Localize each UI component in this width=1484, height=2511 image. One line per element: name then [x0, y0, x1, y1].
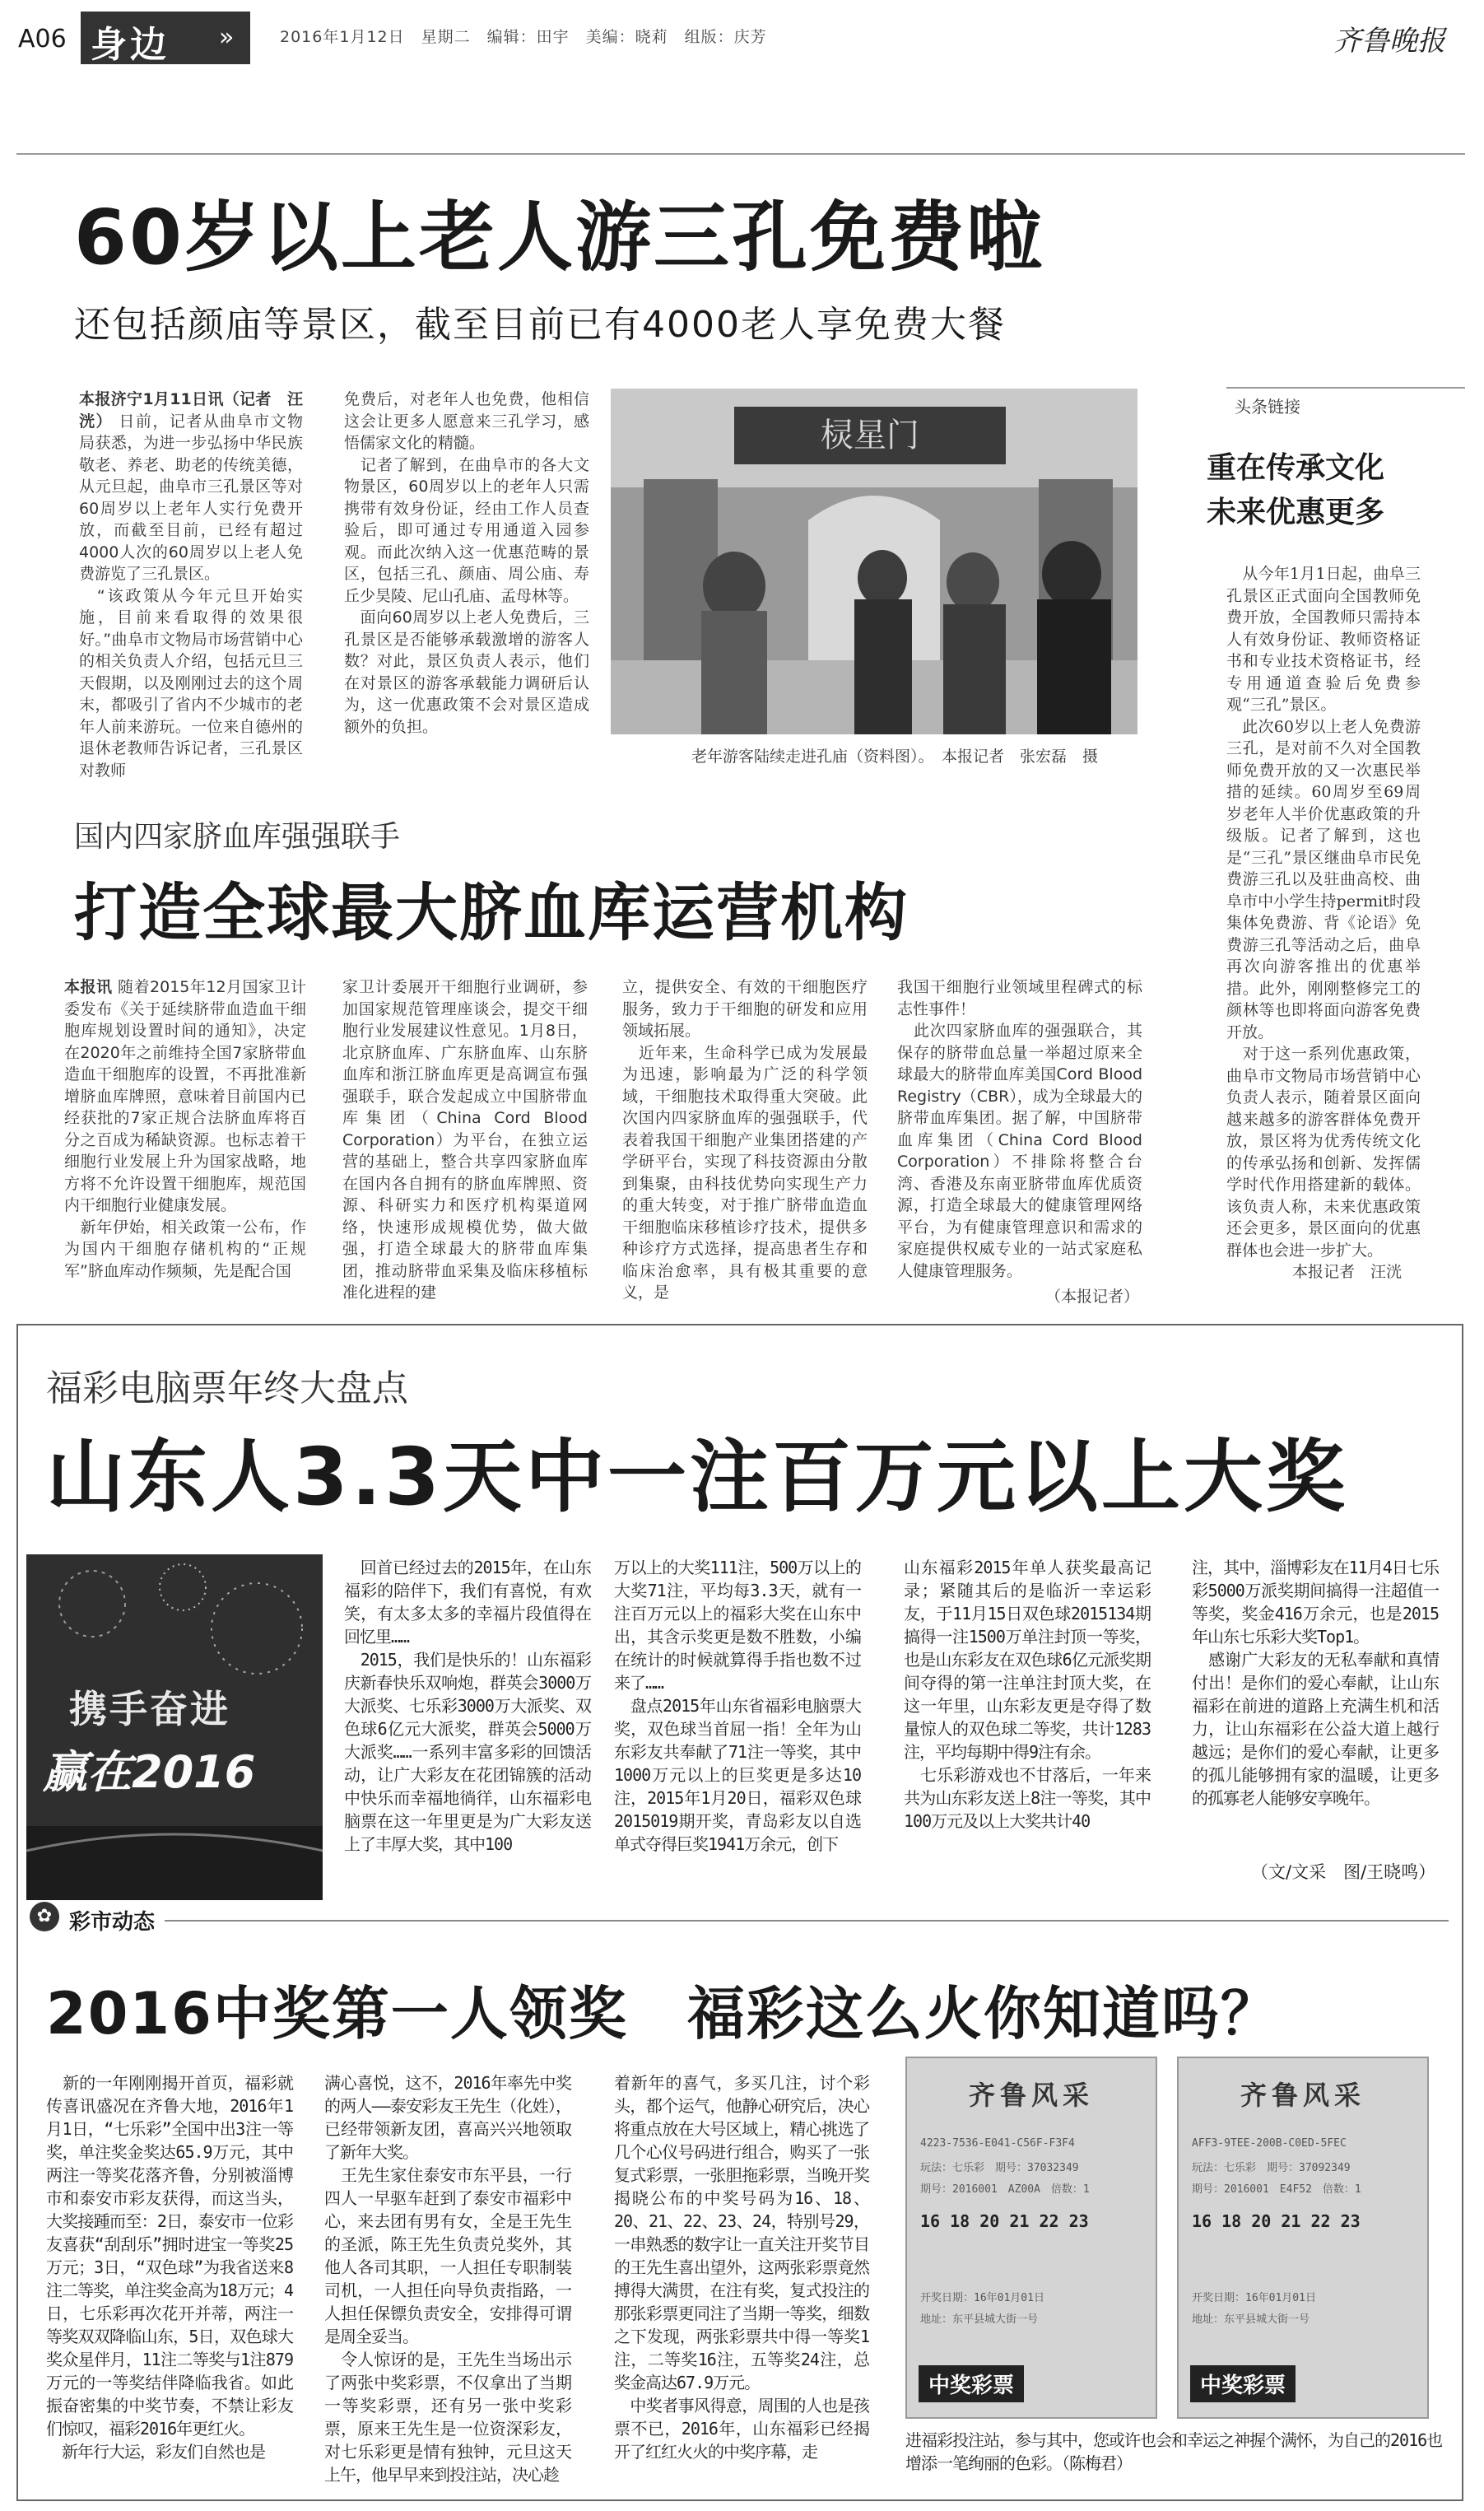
ticket-label: 中奖彩票 [919, 2365, 1024, 2402]
story2-paragraph: 我国干细胞行业领域里程碑式的标志性事件！ [897, 978, 1142, 1018]
section-banner [81, 12, 250, 64]
ticket-line: 玩法：七乐彩 期号：37092349 [1192, 2162, 1351, 2174]
story3-column-3 [614, 2071, 869, 2491]
story3-paragraph: 王先生家住泰安市东平县，一行四人一早驱车赶到了泰安市福彩中心，来去团有男有女，全是王先生的圣派，陈王先生负责兑奖外，其他人各司其职，一人担任专职制装司机，一人担任向导负责指路，一人担任保镖负责安全，安排得可谓是周全妥当。 [324, 2165, 572, 2346]
sidebar-tag: 头条链接 [1235, 397, 1300, 417]
story2-headline: 打造全球最大脐血库运营机构 [74, 876, 909, 949]
lottery-column-4 [1192, 1556, 1439, 1852]
sidebar-paragraph: 此次60岁以上老人免费游三孔，是对前不久对全国教师免费开放的又一次惠民举措的延续。60周岁至69周岁老年人半价优惠政策的升级版。记者了解到，这也是“三孔”景区继曲阜市民免费游三孔以及驻曲高校、曲阜市中小学生持permit时段集体免费游、背《论语》免费游三孔等活动之后，曲阜再次向游客推出的优惠举措。此外，刚刚整修完工的颜林等也即将面向游客免费开放。 [1226, 717, 1421, 1041]
lottery-logo-icon: ✿ [30, 1902, 59, 1931]
story1-paragraph: 日前，记者从曲阜市文物局获悉，为进一步弘扬中华民族敬老、养老、助老的传统美德，从元旦起，曲阜市三孔景区等对60周岁以上老年人实行免费开放，而截至目前，已经有超过4000人次的60周岁以上老人免费游览了三孔景区。 [79, 412, 303, 583]
story1-paragraph: 记者了解到，在曲阜市的各大文物景区，60周岁以上的老年人只需携带有效身份证，经由工作人员查验后，即可通过专用通道入园参观。而此次纳入这一优惠范畴的景区，包括三孔、颜庙、周公庙、寿丘少昊陵、尼山孔庙、孟母林等。 [344, 455, 589, 605]
ticket-line: 地址：东平县城大街一号 [920, 2313, 1039, 2326]
story3-headline: 2016中奖第一人领奖 福彩这么火你知道吗？ [46, 1980, 1280, 2047]
lottery-paragraph: 盘点2015年山东省福彩电脑票大奖，双色球当首屈一指！全年为山东彩友共奉献了71注一等奖，其中1000万元以上的巨奖更是多达10注，2015年1月20日，福彩双色球2015019期开奖，青岛彩友以自选单式夺得巨奖1941万余元，创下 [614, 1696, 862, 1854]
lottery-promo-image [26, 1554, 323, 1900]
story2-paragraph: 此次四家脐血库的强强联合，其保存的脐带血总量一举超过原来全球最大的脐带血库美国Cord Blood Registry（CBR），成为全球最大的脐带血库集团。据了解，中国脐带血库集团（China Cord Blood Corporation）不排除将整合台湾、香港及东南亚脐带血库优质资源，打造全球最大的健康管理网络平台，为有健康管理意识和需求的家庭提供权威专业的一站式家庭私人健康管理服务。 [897, 1022, 1142, 1280]
sidebar-headline-line1: 重在传承文化 [1207, 451, 1385, 485]
story2-paragraph: 新年伊始，相关政策一公布，作为国内干细胞存储机构的“正规军”脐血库动作频频，先是配合国 [64, 1218, 306, 1280]
ticket-label: 中奖彩票 [1190, 2365, 1296, 2402]
lottery-kicker: 福彩电脑票年终大盘点 [46, 1367, 408, 1409]
story1-photo [611, 389, 1137, 734]
page-number: A06 [18, 25, 67, 54]
story1-paragraph: 免费后，对老年人也免费，他相信这会让更多人愿意来三孔学习，感悟儒家文化的精髓。 [344, 390, 589, 452]
sub-section-name: 彩市动态 [69, 1910, 156, 1935]
ticket-numbers: 16 18 20 21 22 23 [920, 2211, 1089, 2231]
story2-paragraph: 立，提供安全、有效的干细胞医疗服务，致力于干细胞的研发和应用领域拓展。 [622, 978, 868, 1040]
masthead-logo: 齐鲁晚报 [1333, 25, 1445, 58]
sidebar-paragraph: 对于这一系列优惠政策，曲阜市文物局市场营销中心负责人表示，随着景区面向越来越多的游客群体免费开放，景区将为优秀传统文化的传承弘扬和创新、发挥儒学时代作用搭建新的载体。该负责人称，未来优惠政策还会更多，景区面向的优惠群体也会进一步扩大。 [1226, 1045, 1421, 1260]
story1-column-1 [79, 389, 303, 780]
story3-paragraph: 令人惊讶的是，王先生当场出示了两张中奖彩票，不仅拿出了当期一等奖彩票，还有另一张中奖彩票，原来王先生是一位资深彩友，对七乐彩更是情有独钟，元旦这天上午，他早早来到投注站，决心趁 [324, 2350, 572, 2485]
story2-paragraph: 近年来，生命科学已成为发展最为迅速，影响最为广泛的科学领域，干细胞技术取得重大突破。此次国内四家脐血库的强强联手，代表着我国干细胞产业集团搭建的产学研平台，实现了科技资源由分散到集聚，由科技优势向实现生产力的重大转变，对于推广脐带血造血干细胞临床移植诊疗技术，提供多种诊疗方式选择，提高患者生存和临床治愈率，具有极其重要的意义，是 [622, 1043, 868, 1302]
story2-paragraph: 随着2015年12月国家卫计委发布《关于延续脐带血造血干细胞库规划设置时间的通知》，决定在2020年之前维持全国7家脐带血造血干细胞库的设置，不再批准新增脐血库牌照，意味着目前国内已经获批的7家正规合法脐血库将百分之百成为稀缺资源。也标志着干细胞行业发展上升为国家战略，地方将不允许设置干细胞库，规范国内干细胞行业健康发展。 [64, 978, 306, 1214]
section-name: 身边 [91, 24, 170, 66]
story2-column-1 [64, 976, 306, 1306]
story1-subheadline: 还包括颜庙等景区，截至目前已有4000老人享免费大餐 [74, 304, 1006, 346]
story3-paragraph: 新的一年刚刚揭开首页，福彩就传喜讯盛况在齐鲁大地，2016年1月1日，“七乐彩”全国中出3注一等奖，单注奖金奖达65.9万元，其中两注一等奖花落齐鲁，分别被淄博市和泰安市彩友获得，而这当头，大奖接踵而至：2日，泰安市一位彩友喜获“刮刮乐”拥时进宝一等奖25万元；3日，“双色球”为我省送来8注二等奖，单注奖金高为18万元；4日，七乐彩再次花开并蒂，两注一等奖双双降临山东，5日，双色球大奖众星伴月，11注二等奖与1注879万元的一等奖结伴降临我省。如此振奋密集的中奖节奏，不禁让彩友们惊叹，福彩2016年更红火。 [46, 2073, 294, 2439]
story1-column-2 [344, 389, 589, 764]
ticket-numbers: 16 18 20 21 22 23 [1192, 2211, 1361, 2231]
story1-photo-caption: 老年游客陆续走进孔庙（资料图）。 本报记者 张宏磊 摄 [691, 748, 1099, 766]
lottery-paragraph: 七乐彩游戏也不甘落后，一年来共为山东彩友送上8注一等奖，其中100万元及以上大奖共计40 [904, 1765, 1151, 1831]
chevron-right-icon: » [219, 23, 235, 52]
sidebar-headline-line2: 未来优惠更多 [1207, 496, 1385, 529]
sidebar-divider [1226, 387, 1465, 389]
story3-paragraph: 中奖者事风得意，周围的人也是孩票不已，2016年，山东福彩已经揭开了红红火火的中奖序幕，走 [614, 2396, 870, 2462]
ticket-line: 地址：东平县城大街一号 [1192, 2313, 1310, 2326]
lottery-paragraph: 山东福彩2015年单人获奖最高记录；紧随其后的是临沂一幸运彩友，于11月15日双色球2015134期搞得一注1500万单注封顶一等奖，也是山东彩友在双色球6亿元派奖期间夺得的第一注单注封顶大奖，在这一年里，山东彩友更是夺得了数量惊人的双色球二等奖，共计1283注，平均每期中得9注有余。 [904, 1558, 1151, 1762]
story1-headline: 60岁以上老人游三孔免费啦 [74, 193, 1045, 282]
temple-gate-photo [611, 389, 1137, 734]
story1-paragraph: “该政策从今年元旦开始实施，目前来看取得的效果很好。”曲阜市文物局市场营销中心的相关负责人介绍，包括元旦三天假期，以及刚刚过去的这个周末，都吸引了省内不少城市的老年人前来游玩。一位来自德州的退休老教师告诉记者，三孔景区对教师 [79, 586, 303, 780]
story3-photo-caption: 进福彩投注站，参与其中，您或许也会和幸运之神握个满怀，为自己的2016也增添一笔绚丽的色彩。（陈梅君） [905, 2430, 1443, 2473]
winning-ticket-1 [905, 2057, 1157, 2419]
story2-column-2 [342, 976, 588, 1306]
ticket-line: 开奖日期：16年01月01日 [920, 2292, 1044, 2304]
story3-column-2 [324, 2071, 571, 2491]
ticket-line: 玩法：七乐彩 期号：37032349 [920, 2162, 1079, 2174]
ticket-line: AFF3-9TEE-200B-C0ED-5FEC [1192, 2137, 1347, 2150]
issue-meta: 2016年1月12日 星期二 编辑：田宇 美编：晓莉 组版：庆芳 [280, 28, 767, 46]
story3-column-1 [46, 2071, 293, 2491]
story2-column-3 [622, 976, 868, 1306]
ticket-line: 开奖日期：16年01月01日 [1192, 2292, 1316, 2304]
ticket-header: 齐鲁风采 [1240, 2080, 1365, 2111]
header-divider [16, 153, 1465, 155]
promo-year-slogan: 赢在2016 [43, 1746, 256, 1798]
story2-dateline: 本报讯 [64, 978, 113, 996]
sidebar-body [1226, 563, 1421, 1260]
sidebar-byline: 本报记者 汪洸 [1292, 1263, 1403, 1281]
lottery-byline: （文/文采 图/王晓鸣） [1251, 1862, 1436, 1882]
promo-slogan: 携手奋进 [69, 1687, 230, 1731]
story1-paragraph: 面向60周岁以上老人免费后，三孔景区是否能够承载激增的游客人数？对此，景区负责人表示，他们在对景区的游客承载能力调研后认为，这一优惠政策不会对景区造成额外的负担。 [344, 608, 589, 736]
story2-column-4 [897, 976, 1142, 1283]
lottery-paragraph: 回首已经过去的2015年，在山东福彩的陪伴下，我们有喜悦，有欢笑，有太多太多的幸福片段值得在回忆里…… [344, 1558, 592, 1647]
story2-kicker: 国内四家脐血库强强联手 [74, 820, 401, 854]
sub-section-divider [165, 1920, 1449, 1922]
ticket-line: 期号：2016001 AZ00A 倍数：1 [920, 2183, 1090, 2196]
lottery-paragraph: 感谢广大彩友的无私奉献和真情付出！是你们的爱心奉献，让山东福彩在前进的道路上充满生机和活力，让山东福彩在公益大道上越行越远；是你们的爱心奉献，让更多的孤儿能够拥有家的温暖，让更多的孤寡老人能够安享晚年。 [1192, 1650, 1440, 1808]
story3-paragraph: 新年行大运，彩友们自然也是 [62, 2442, 265, 2462]
lottery-column-1 [344, 1556, 591, 1879]
sidebar-paragraph: 从今年1月1日起，曲阜三孔景区正式面向全国教师免费开放，全国教师只需持本人有效身份证、教师资格证书和专业技术资格证书，经专用通道查验后免费参观“三孔”景区。 [1226, 565, 1421, 714]
story2-end-note: （本报记者） [1045, 1288, 1140, 1306]
lottery-paragraph: 注，其中，淄博彩友在11月4日七乐彩5000万派奖期间搞得一注超值一等奖，奖金416万余元，也是2015年山东七乐彩大奖Top1。 [1192, 1558, 1439, 1647]
story1-dateline: 本报济宁1月11日讯（记者 汪洸） [79, 390, 303, 431]
story2-paragraph: 家卫计委展开干细胞行业调研，参加国家规范管理座谈会，提交干细胞行业发展建议性意见。1月8日，北京脐血库、广东脐血库、山东脐血库和浙江脐血库更是高调宣布强强联手，联合发起成立中国脐带血库集团（China Cord Blood Corporation）为平台，在独立运营的基础上，整合共享四家脐血库在国内各自拥有的脐血库牌照、资源、科研实力和医疗机构渠道网络，快速形成规模优势，做大做强，打造全球最大的脐带血库集团，推动脐带血采集及临床移植标准化进程的建 [342, 978, 588, 1302]
lottery-column-3 [904, 1556, 1151, 1879]
lottery-paragraph: 万以上的大奖111注，500万以上的大奖71注，平均每3.3天，就有一注百万元以上的福彩大奖在山东中出，其含示奖更是数不胜数，小编在统计的时候就算得手指也数不过来了…… [614, 1558, 861, 1693]
story3-paragraph: 满心喜悦，这不，2016年率先中奖的两人——泰安彩友王先生（化姓），已经带领新友团，喜高兴兴地领取了新年大奖。 [324, 2073, 571, 2162]
lottery-column-2 [614, 1556, 861, 1879]
story3-paragraph: 着新年的喜气，多买几注，讨个彩头，都个运气，他静心研究后，决心将重点放在大号区域上，精心挑选了几个心仪号码进行组合，购买了一张复式彩票，一张胆拖彩票，当晚开奖揭晓公布的中奖号码为16、18、20、21、22、23、24，特别号29，一串熟悉的数字让一直关注开奖节目的王先生喜出望外，这两张彩票竟然搏得大满贯，在注有奖，复式投注的那张彩票更同注了当期一等奖，细数之下发现，两张彩票共中得一等奖1注，二等奖16注，五等奖24注，总奖金高达67.9万元。 [614, 2073, 869, 2392]
winning-ticket-2 [1177, 2057, 1429, 2419]
lottery-paragraph: 2015，我们是快乐的！山东福彩庆新春快乐双响炮，群英会3000万大派奖、七乐彩3000万大派奖、双色球6亿元大派奖，群英会5000万大派奖……一系列丰富多彩的回馈活动，让广大彩友在花团锦簇的活动中快乐而幸福地徜徉，山东福彩电脑票在这一年里更是为广大彩友送上了丰厚大奖，其中100 [344, 1650, 592, 1854]
ticket-header: 齐鲁风采 [968, 2080, 1094, 2111]
lottery-headline: 山东人3.3天中一注百万元以上大奖 [46, 1431, 1349, 1523]
ticket-line: 期号：2016001 E4F52 倍数：1 [1192, 2183, 1361, 2196]
ticket-line: 4223-7536-E041-C56F-F3F4 [920, 2137, 1075, 2150]
temple-gate-sign: 棂星门 [821, 417, 919, 454]
